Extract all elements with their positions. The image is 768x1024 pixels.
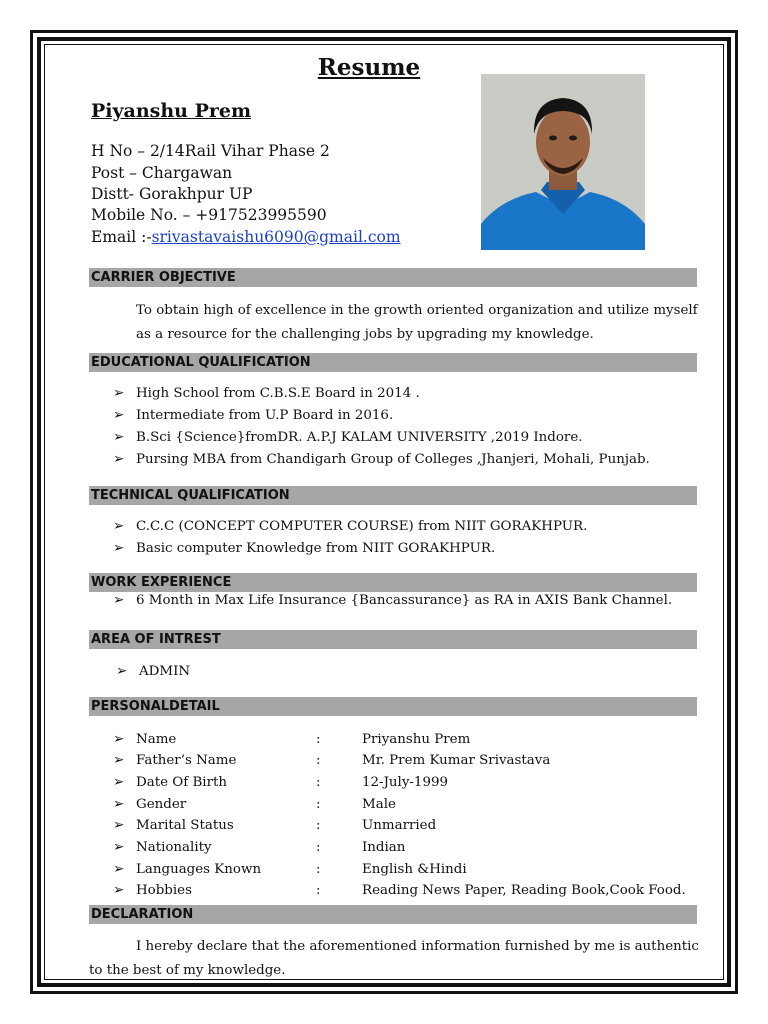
list-item: ➢ B.Sci {Science}fromDR. A.P.J KALAM UNIVERSITY ,2019 Indore. [113, 430, 583, 445]
list-item: ➢ ADMIN [116, 664, 191, 679]
arrow-bullet-icon: ➢ [113, 797, 125, 812]
section-heading-education: EDUCATIONAL QUALIFICATION [89, 353, 697, 372]
arrow-bullet-icon: ➢ [113, 408, 125, 423]
section-heading-technical: TECHNICAL QUALIFICATION [89, 486, 697, 505]
list-item: ➢ 6 Month in Max Life Insurance {Bancassurance} as RA in AXIS Bank Channel. [113, 593, 673, 608]
address-line: Distt- Gorakhpur UP [91, 185, 253, 203]
section-heading-work: WORK EXPERIENCE [89, 573, 697, 592]
detail-value: Reading News Paper, Reading Book,Cook Food. [362, 883, 686, 898]
arrow-bullet-icon: ➢ [113, 430, 125, 445]
resume-title: Resume [317, 54, 421, 81]
detail-label: Marital Status [136, 818, 234, 833]
section-heading-personal: PERSONALDETAIL [89, 697, 697, 716]
arrow-bullet-icon: ➢ [113, 818, 125, 833]
objective-text: To obtain high of excellence in the growth oriented organization and utilize myself as a resource for the challenging jobs by upgrading my knowledge. [136, 303, 698, 342]
arrow-bullet-icon: ➢ [113, 732, 125, 747]
profile-photo [481, 74, 645, 250]
list-item: ➢ High School from C.B.S.E Board in 2014 . [113, 386, 420, 401]
arrow-bullet-icon: ➢ [113, 452, 125, 467]
section-heading-objective: CARRIER OBJECTIVE [89, 268, 697, 287]
detail-colon: : [316, 883, 321, 898]
arrow-bullet-icon: ➢ [113, 386, 125, 401]
detail-label: Hobbies [136, 883, 192, 898]
detail-colon: : [316, 753, 321, 768]
list-item: ➢ Pursing MBA from Chandigarh Group of Colleges ,Jhanjeri, Mohali, Punjab. [113, 452, 650, 467]
detail-value: Male [362, 797, 396, 812]
detail-label: Father’s Name [136, 753, 237, 768]
arrow-bullet-icon: ➢ [113, 840, 125, 855]
detail-label: Nationality [136, 840, 212, 855]
email-link[interactable]: srivastavaishu6090@gmail.com [151, 228, 401, 246]
detail-colon: : [316, 797, 321, 812]
detail-colon: : [316, 818, 321, 833]
detail-label: Languages Known [136, 862, 262, 877]
arrow-bullet-icon: ➢ [113, 883, 125, 898]
list-item: ➢ C.C.C (CONCEPT COMPUTER COURSE) from NIIT GORAKHPUR. [113, 519, 588, 534]
section-heading-interest: AREA OF INTREST [89, 630, 697, 649]
arrow-bullet-icon: ➢ [113, 862, 125, 877]
detail-label: Date Of Birth [136, 775, 228, 790]
address-line: H No – 2/14Rail Vihar Phase 2 [91, 142, 330, 160]
section-heading-declaration: DECLARATION [89, 905, 697, 924]
address-line: Post – Chargawan [91, 164, 233, 182]
arrow-bullet-icon: ➢ [113, 541, 125, 556]
detail-value: English &Hindi [362, 862, 467, 877]
detail-value: Mr. Prem Kumar Srivastava [362, 753, 551, 768]
detail-colon: : [316, 862, 321, 877]
detail-value: Indian [362, 840, 406, 855]
detail-colon: : [316, 840, 321, 855]
detail-colon: : [316, 732, 321, 747]
candidate-name: Piyanshu Prem [91, 100, 252, 122]
detail-value: Unmarried [362, 818, 437, 833]
list-item: ➢ Intermediate from U.P Board in 2016. [113, 408, 394, 423]
detail-value: 12-July-1999 [362, 775, 449, 790]
arrow-bullet-icon: ➢ [113, 593, 125, 608]
detail-colon: : [316, 775, 321, 790]
declaration-text: I hereby declare that the aforementioned information furnished by me is authentic to the best of my knowledge. [89, 939, 699, 978]
email-line [91, 228, 401, 246]
mobile-number: Mobile No. – +917523995590 [91, 206, 327, 224]
detail-label: Gender [136, 797, 187, 812]
arrow-bullet-icon: ➢ [113, 519, 125, 534]
arrow-bullet-icon: ➢ [113, 775, 125, 790]
arrow-bullet-icon: ➢ [116, 664, 128, 679]
email-label: Email :- [91, 228, 152, 246]
detail-value: Priyanshu Prem [362, 732, 471, 747]
arrow-bullet-icon: ➢ [113, 753, 125, 768]
list-item: ➢ Basic computer Knowledge from NIIT GORAKHPUR. [113, 541, 496, 556]
detail-label: Name [136, 732, 177, 747]
